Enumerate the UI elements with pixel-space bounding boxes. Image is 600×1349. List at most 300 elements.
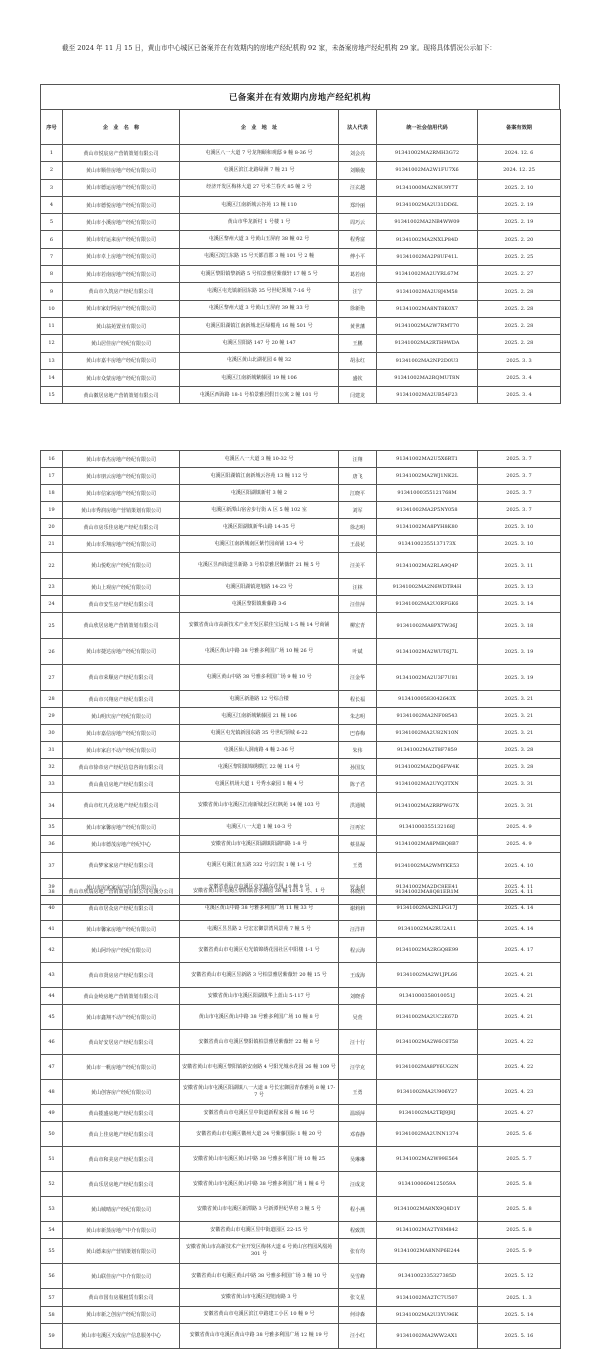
table-header-row <box>41 110 561 145</box>
table-row <box>41 162 561 179</box>
cell-validity: 2025. 3. 3 <box>478 352 561 369</box>
cell-validity: 2024. 12. 25 <box>478 162 561 179</box>
cell-credit-code: 91341002MA8PX7W36J <box>377 613 478 639</box>
cell-validity: 2025. 4. 14 <box>478 896 561 921</box>
cell-no: 24 <box>41 596 63 613</box>
cell-name: 黄山市若南房地产经纪有限公司 <box>63 266 180 283</box>
cell-no: 56 <box>41 1264 63 1289</box>
cell-address: 屯溪区黎阳镇锦绣横江 22 幢 114 号 <box>180 759 339 776</box>
cell-no: 30 <box>41 725 63 742</box>
cell-credit-code: 91341002MA2NXLP84D <box>377 231 478 248</box>
cell-representative: 程致凯 <box>339 1222 377 1239</box>
cell-name: 黄山市信家房地产经纪有限公司 <box>63 485 180 502</box>
cell-representative: 汪宁 <box>339 283 377 300</box>
cell-name: 黄山德来房产营销策划有限公司 <box>63 1239 180 1264</box>
cell-no: 36 <box>41 836 63 853</box>
table-row <box>41 613 561 639</box>
table-row <box>41 248 561 265</box>
cell-validity: 2025. 2. 25 <box>478 248 561 265</box>
cell-address: 屯溪区黄山中路 38 号雅多利国广场 10 幢 26 号 <box>180 639 339 665</box>
cell-no: 34 <box>41 793 63 819</box>
cell-representative: 闫建龙 <box>339 387 377 404</box>
cell-address: 屯溪区江南新城南区紫竹园商铺 13-4 号 <box>180 536 339 553</box>
cell-validity: 2025. 3. 7 <box>478 502 561 519</box>
cell-representative: 周巧云 <box>339 214 377 231</box>
cell-address: 安徽省黄山市屯溪区阳湖镇八一大道 8 号长宏御园青春雅苑 8 幢 17-7 号 <box>180 1080 339 1105</box>
cell-address: 黄山市屯溪区黄山中路 38 号雅多利国广场 10 幢 8 号 <box>180 1005 339 1030</box>
cell-no: 14 <box>41 369 63 386</box>
cell-name: 黄山市嘉信房地产经纪有限公司 <box>63 725 180 742</box>
cell-credit-code: 91341002MA2U0RFGK6 <box>377 596 478 613</box>
cell-representative: 刘会亮 <box>339 145 377 162</box>
cell-validity: 2025. 3. 19 <box>478 665 561 691</box>
header-validity: 备案有效期 <box>478 110 561 145</box>
table-row <box>41 1080 561 1105</box>
cell-no: 41 <box>41 921 63 938</box>
cell-representative: 叶斌 <box>339 639 377 665</box>
cell-name: 黄山明庆房产经纪有限公司 <box>63 708 180 725</box>
header-representative: 法人代表 <box>339 110 377 145</box>
cell-name: 黄山市徐帝房产经纪信息咨询有限公司 <box>63 759 180 776</box>
cell-representative: 吴萱 <box>339 1005 377 1030</box>
cell-no: 51 <box>41 1147 63 1172</box>
cell-credit-code: 91341002MA8PMBQ8B7 <box>377 836 478 853</box>
cell-validity: 2025. 5. 14 <box>478 1306 561 1323</box>
cell-validity: 2025. 2. 28 <box>478 335 561 352</box>
cell-representative: 王成海 <box>339 963 377 988</box>
cell-representative: 刘顺俊 <box>339 162 377 179</box>
cell-representative: 张有均 <box>339 1239 377 1264</box>
cell-no: 2 <box>41 162 63 179</box>
cell-name: 黄山市小溪房地产经纪有限公司 <box>63 214 180 231</box>
cell-name: 黄山市朋云房地产经纪有限公司 <box>63 468 180 485</box>
cell-representative: 陈子君 <box>339 776 377 793</box>
cell-validity: 2025. 3. 28 <box>478 742 561 759</box>
cell-name: 黄山市馨家房地产经纪有限公司 <box>63 921 180 938</box>
cell-name: 黄山悦屹房产经纪有限公司 <box>63 553 180 579</box>
cell-name: 黄山市好运来房产经纪有限公司 <box>63 231 180 248</box>
cell-credit-code: 91341002MA2W7RMT70 <box>377 317 478 334</box>
cell-representative: 唐飞 <box>339 468 377 485</box>
header-name: 企 业 名 称 <box>63 110 180 145</box>
table-row <box>41 1222 561 1239</box>
table-row <box>41 938 561 963</box>
table-row <box>41 776 561 793</box>
cell-address: 屯溪区昱昱路 2 号宏宏御景湾风景苑 7 幢 5 号 <box>180 921 339 938</box>
cell-validity: 2025. 2. 28 <box>478 300 561 317</box>
cell-address: 安徽省黄山市屯溪区江南新城北区红枫苑 14 幢 103 号 <box>180 793 339 819</box>
cell-representative: 江晓平 <box>339 485 377 502</box>
cell-validity: 2025. 4. 27 <box>478 1105 561 1122</box>
cell-address: 安徽省黄山市屯溪区徽州大道 24 号紫藤国际 1 幢 20 号 <box>180 1122 339 1147</box>
cell-no: 1 <box>41 145 63 162</box>
cell-validity: 2025. 3. 21 <box>478 725 561 742</box>
cell-address: 屯溪区阳湖镇新村 3 幢 2 <box>180 485 339 502</box>
cell-credit-code: 91341002MA8NT8K0X7 <box>377 300 478 317</box>
cell-representative: 吴琳琳 <box>339 1147 377 1172</box>
cell-no: 29 <box>41 708 63 725</box>
cell-address: 安徽省黄山市屯溪区黄山中路 38 号雅多利国广场 1 幢 6 号 <box>180 1172 339 1197</box>
cell-validity: 2025. 3. 21 <box>478 691 561 708</box>
cell-name: 黄山市德悦房地产经纪有限公司 <box>63 196 180 213</box>
cell-no: 55 <box>41 1239 63 1264</box>
cell-no: 17 <box>41 468 63 485</box>
cell-credit-code: 91341002MA2NLFG17J <box>377 896 478 921</box>
table-row <box>41 179 561 196</box>
cell-no: 59 <box>41 1323 63 1348</box>
cell-no: 32 <box>41 759 63 776</box>
cell-name: 黄山市兴翔房产经纪有限公司 <box>63 691 180 708</box>
table-row <box>41 1030 561 1055</box>
table-row <box>41 1323 561 1348</box>
cell-credit-code: 91341002MA8Q81ER1M <box>377 879 478 905</box>
cell-representative: 汪再宏 <box>339 819 377 836</box>
cell-credit-code: 91341002MA2WW2AX1 <box>377 1323 478 1348</box>
cell-validity: 2025. 3. 7 <box>478 451 561 468</box>
cell-representative: 吴雪峰 <box>339 1264 377 1289</box>
table-row <box>41 725 561 742</box>
cell-representative: 汪学克 <box>339 1055 377 1080</box>
table-row <box>41 853 561 879</box>
cell-representative: 汪美平 <box>339 553 377 579</box>
cell-validity: 2025. 4. 21 <box>478 963 561 988</box>
cell-representative: 王勇 <box>339 1080 377 1105</box>
cell-credit-code: 91341002MA8NNP6E244 <box>377 1239 478 1264</box>
cell-credit-code: 91341002MA2NB4WW09 <box>377 214 478 231</box>
cell-name: 黄山曲启房地产经纪有限公司 <box>63 776 180 793</box>
cell-address: 安徽省黄山市屯溪区滨江中路建工小区 10 幢 9 号 <box>180 1306 339 1323</box>
cell-representative: 程云海 <box>339 938 377 963</box>
table-row <box>41 266 561 283</box>
cell-no: 27 <box>41 665 63 691</box>
cell-name: 黄山揽盛房地产经纪有限公司 <box>63 1105 180 1122</box>
cell-credit-code: 91341002MA2U82N10N <box>377 725 478 742</box>
cell-representative: 汪林 <box>339 579 377 596</box>
cell-name: 黄山市悦宸房产营销策划有限公司 <box>63 145 180 162</box>
cell-validity: 2025. 5. 8 <box>478 1197 561 1222</box>
cell-address: 屯溪区昱西街道昱新路 3 号柏景雅居紫薇轩 21 幢 5 号 <box>180 553 339 579</box>
cell-credit-code: 91341002MA2N6WDTR4H <box>377 579 478 596</box>
cell-address: 安徽省黄山市高新技术产业开发区联佳宝远城 1-5 幢 14 号商铺 <box>180 613 339 639</box>
cell-representative: 谢莉莉 <box>339 896 377 921</box>
cell-address: 屯溪区江南新城云谷苑 13 幢 110 <box>180 196 339 213</box>
cell-address: 安徽省黄山市屯溪区黎阳镇香水御园 38 幢 101-1 号、1 号 <box>180 879 339 905</box>
cell-validity: 2025. 5. 16 <box>478 1323 561 1348</box>
cell-representative: 程小燕 <box>339 1197 377 1222</box>
cell-no: 10 <box>41 300 63 317</box>
cell-validity: 2025. 2. 10 <box>478 179 561 196</box>
cell-representative: 巴春梅 <box>339 725 377 742</box>
cell-representative: 汪佳萍 <box>339 596 377 613</box>
table-row <box>41 231 561 248</box>
cell-validity: 2025. 4. 22 <box>478 1030 561 1055</box>
cell-address: 屯溪区仙人洞南路 4 幢 2-36 号 <box>180 742 339 759</box>
cell-validity: 2025. 3. 10 <box>478 519 561 536</box>
cell-address: 屯溪区江南新城紫藤园 19 幢 106 <box>180 369 339 386</box>
cell-validity: 2025. 3. 21 <box>478 708 561 725</box>
cell-no: 40 <box>41 896 63 921</box>
registry-table-3 <box>40 878 561 1349</box>
cell-credit-code: 91341002MA2UYQ3TXN <box>377 776 478 793</box>
cell-representative: 汪成龙 <box>339 1172 377 1197</box>
cell-validity: 2025. 4. 21 <box>478 988 561 1005</box>
cell-no: 52 <box>41 1172 63 1197</box>
header-credit-code: 统一社会信用代码 <box>377 110 478 145</box>
cell-no: 37 <box>41 853 63 879</box>
cell-representative: 邓春静 <box>339 1122 377 1147</box>
cell-name: 黄山市新蒸房地产中介有限公司 <box>63 1222 180 1239</box>
cell-name: 黄山市嘉丰房地产经纪有限公司 <box>63 352 180 369</box>
cell-address: 屯溪区新潭山宿舍步行街 A 区 5 幢 102 室 <box>180 502 339 519</box>
cell-validity: 2025. 2. 19 <box>478 196 561 213</box>
cell-representative: 程秀富 <box>339 231 377 248</box>
cell-address: 屯溪区滨江北路绿洲 7 幢 21 号 <box>180 162 339 179</box>
cell-no: 45 <box>41 1005 63 1030</box>
cell-validity: 2025. 3. 31 <box>478 776 561 793</box>
table-row <box>41 1055 561 1080</box>
table-row <box>41 759 561 776</box>
cell-address: 屯溪区黎州大道 3 号黄山玉屏府 39 幢 33 号 <box>180 300 339 317</box>
cell-address: 屯溪区八一大道 1 幢 10-3 号 <box>180 819 339 836</box>
cell-name: 黄山市众蒙房地产经纪有限公司 <box>63 369 180 386</box>
cell-name: 黄山市家好阿房产经纪有限公司 <box>63 300 180 317</box>
cell-credit-code: 91341002MA2W6C6T58 <box>377 1030 478 1055</box>
cell-address: 屯溪区江南新城紫藤园 21 幢 106 <box>180 708 339 725</box>
cell-credit-code: 91341002MA2U5X6RT1 <box>377 451 478 468</box>
table-row <box>41 387 561 404</box>
table-row <box>41 451 561 468</box>
cell-credit-code: 91341000583042643X <box>377 691 478 708</box>
cell-no: 42 <box>41 938 63 963</box>
cell-address: 屯溪区黎州大道 3 号黄山玉屏府 38 幢 02 号 <box>180 231 339 248</box>
cell-representative: 刘晓香 <box>339 988 377 1005</box>
cell-validity: 2025. 4. 9 <box>478 819 561 836</box>
table-row <box>41 214 561 231</box>
cell-no: 4 <box>41 196 63 213</box>
cell-representative: 王晨花 <box>339 536 377 553</box>
table-row <box>41 317 561 334</box>
cell-address: 屯溪区阳湖镇新华山路 14-35 号 <box>180 519 339 536</box>
cell-credit-code: 91341002MA2U3YU96K <box>377 1306 478 1323</box>
cell-validity: 2025. 4. 23 <box>478 1080 561 1105</box>
cell-name: 黄山市一帆房地产经纪有限公司 <box>63 1055 180 1080</box>
cell-name: 黄山市德茂房地产经纪中心 <box>63 836 180 853</box>
cell-representative: 汪洋祥 <box>339 921 377 938</box>
cell-no: 53 <box>41 1197 63 1222</box>
table-row <box>41 596 561 613</box>
cell-no: 49 <box>41 1105 63 1122</box>
cell-no: 28 <box>41 691 63 708</box>
cell-address: 屯溪区八一大道 3 幢 10-32 号 <box>180 451 339 468</box>
cell-representative: 葛若南 <box>339 266 377 283</box>
cell-no: 6 <box>41 231 63 248</box>
cell-name: 黄山市鑫翔不动产经纪有限公司 <box>63 1005 180 1030</box>
cell-validity: 2024. 12. 6 <box>478 145 561 162</box>
table-row <box>41 1147 561 1172</box>
cell-credit-code: 91341002MA2WUT6J7L <box>377 639 478 665</box>
cell-name: 黄山市捷达房地产经纪有限公司 <box>63 639 180 665</box>
cell-validity: 2025. 5. 12 <box>478 1264 561 1289</box>
cell-address: 屯溪区八一大道 7 号龙翔颐和观邸 9 幢 8-36 号 <box>180 145 339 162</box>
cell-validity: 2025. 3. 7 <box>478 468 561 485</box>
cell-credit-code: 91341002MA2DC8EE41 <box>377 879 478 896</box>
cell-no: 46 <box>41 1030 63 1055</box>
cell-validity: 2025. 5. 6 <box>478 1122 561 1147</box>
table-row <box>41 879 561 896</box>
cell-name: 黄山市房乐佳房地产经纪有限公司 <box>63 519 180 536</box>
cell-representative: 盛钦 <box>339 369 377 386</box>
cell-name: 黄山梦家家房产经纪有限公司 <box>63 853 180 879</box>
intro-text: 截至 2024 年 11 月 15 日，黄山市中心城区已备案并在有效期内的房地产经纪机构 92 家，未备案房地产经纪机构 29 家。现将具体情况公示如下： <box>62 44 496 52</box>
cell-address: 安徽省黄山市屯溪区屯光镇东花园 10 幢 9 号 <box>180 879 339 896</box>
table-row <box>41 335 561 352</box>
cell-validity: 2025. 2. 20 <box>478 231 561 248</box>
cell-no: 23 <box>41 579 63 596</box>
cell-name: 黄山创客房产经纪有限公司 <box>63 1080 180 1105</box>
cell-credit-code: 91341002MA2RRPWG7X <box>377 793 478 819</box>
cell-address: 安徽省黄山市屯溪区屯光镇锦绣花园社区中阳楼 1-1 号 <box>180 938 339 963</box>
cell-address: 屯溪区新港路 12 号综合楼 <box>180 691 339 708</box>
cell-name: 黄山市秀润房地产营销策划有限公司 <box>63 502 180 519</box>
table-row <box>41 691 561 708</box>
cell-name: 黄山市屯溪区天成房产信息服务中心 <box>63 1323 180 1348</box>
cell-credit-code: 91341002MA2T8F7859 <box>377 742 478 759</box>
cell-credit-code: 91341002MA2TY8M842 <box>377 1222 478 1239</box>
cell-validity: 2025. 4. 11 <box>478 879 561 896</box>
cell-no: 5 <box>41 214 63 231</box>
header-address: 企 业 地 址 <box>180 110 339 145</box>
cell-representative: 柳宏青 <box>339 613 377 639</box>
cell-address: 屯溪区阳湖镇迎旭路 14-23 号 <box>180 579 339 596</box>
cell-name: 黄山市居众房产经纪有限公司 <box>63 896 180 921</box>
table-row <box>41 1005 561 1030</box>
cell-address: 安徽省黄山市屯溪区昱中街道园区 22-15 号 <box>180 1222 339 1239</box>
cell-representative: 汪金华 <box>339 665 377 691</box>
cell-representative: 汪十行 <box>339 1030 377 1055</box>
cell-representative: 孙国友 <box>339 759 377 776</box>
cell-address: 屯溪区黄山北湖花园 6 幢 32 <box>180 352 339 369</box>
cell-no: 57 <box>41 1289 63 1306</box>
cell-name: 黄山市贤房房产经纪有限公司 <box>63 963 180 988</box>
cell-credit-code: 91341002MA2U3F7U81 <box>377 665 478 691</box>
cell-no: 54 <box>41 1222 63 1239</box>
cell-validity: 2025. 2. 19 <box>478 214 561 231</box>
cell-name: 黄山市和美房产经纪有限公司 <box>63 1147 180 1172</box>
cell-credit-code: 91341002MA2NP2D0U3 <box>377 352 478 369</box>
cell-validity: 2025. 1. 3 <box>478 1289 561 1306</box>
cell-representative: 徐新艳 <box>339 300 377 317</box>
cell-credit-code: 91341002MA2W1FU7X6 <box>377 162 478 179</box>
table-row <box>41 519 561 536</box>
cell-no: 38 <box>41 879 63 905</box>
table-row <box>41 1122 561 1147</box>
cell-credit-code: 91341002MA2NF08543 <box>377 708 478 725</box>
cell-no: 11 <box>41 317 63 334</box>
cell-name: 黄山市卓上房地产经纪有限公司 <box>63 248 180 265</box>
cell-address: 安徽省黄山市屯溪区阳湖镇华上蓝山 5-117 号 <box>180 988 339 1005</box>
cell-representative: 王勇 <box>339 853 377 879</box>
cell-credit-code: 91341000604125059A <box>377 1172 478 1197</box>
cell-address: 安徽省黄山市屯溪区黎阳镇柏景雅居紫薇轩 22 幢 8 号 <box>180 1030 339 1055</box>
cell-credit-code: 91341002MA2WJ1NK2L <box>377 468 478 485</box>
cell-credit-code: 91341002MA2TBJ9J8J <box>377 1105 478 1122</box>
cell-representative: 郑玲丽 <box>339 196 377 213</box>
cell-representative: 朱志明 <box>339 708 377 725</box>
cell-representative: 张文星 <box>339 1289 377 1306</box>
table-row <box>41 553 561 579</box>
cell-name: 黄山上佳房地产经纪有限公司 <box>63 1122 180 1147</box>
table-row <box>41 742 561 759</box>
cell-credit-code: 91341002MA2RTH9WDA <box>377 335 478 352</box>
cell-address: 安徽省黄山市屯溪区黄山中路 38 号雅多利国广场 10 幢 25 <box>180 1147 339 1172</box>
cell-no: 39 <box>41 879 63 896</box>
table-row <box>41 708 561 725</box>
cell-address: 屯溪区屯光镇新园东路 35 号世纪领城 6-22 <box>180 725 339 742</box>
cell-name: 黄山联佳房产中介有限公司 <box>63 1264 180 1289</box>
cell-representative: 罗永利 <box>339 879 377 896</box>
cell-name: 黄山上观房产经纪有限公司 <box>63 579 180 596</box>
cell-name: 黄山徽居房地产营销策划有限公司 <box>63 387 180 404</box>
cell-name: 黄山城晴房产经纪有限公司 <box>63 1197 180 1222</box>
cell-name: 黄山市春杰房地产经纪有限公司 <box>63 451 180 468</box>
table-body-3 <box>41 879 561 1349</box>
table-section-2 <box>40 450 560 905</box>
cell-name: 黄山翁苑置业有限公司 <box>63 317 180 334</box>
cell-representative: 胡永红 <box>339 352 377 369</box>
table-row <box>41 988 561 1005</box>
cell-no: 15 <box>41 387 63 404</box>
cell-no: 58 <box>41 1306 63 1323</box>
table-row <box>41 793 561 819</box>
registry-table-1 <box>40 109 561 404</box>
cell-no: 26 <box>41 639 63 665</box>
cell-representative: 朱伟 <box>339 742 377 759</box>
table-row <box>41 836 561 853</box>
cell-credit-code: 91341002MA2DQ6FW4K <box>377 759 478 776</box>
cell-credit-code: 91341002MA2U31DD6L <box>377 196 478 213</box>
cell-representative: 温颂萍 <box>339 1105 377 1122</box>
cell-credit-code: 91341002MA2U8J4M58 <box>377 283 478 300</box>
cell-validity: 2025. 3. 4 <box>478 369 561 386</box>
table-row <box>41 283 561 300</box>
cell-name: 黄山市荣顺房产经纪有限公司 <box>63 665 180 691</box>
cell-validity: 2025. 4. 21 <box>478 1005 561 1030</box>
table-row <box>41 485 561 502</box>
cell-credit-code: 91341002MA2RQMUT8N <box>377 369 478 386</box>
table-row <box>41 639 561 665</box>
cell-validity: 2025. 5. 9 <box>478 1239 561 1264</box>
cell-address: 屯溪区昱阳路 147 号 20 幢 147 <box>180 335 339 352</box>
cell-name: 黄山市德运房地产经纪有限公司 <box>63 179 180 196</box>
cell-representative: 何诗森 <box>339 1306 377 1323</box>
table-section-1 <box>40 84 560 404</box>
cell-validity: 2025. 3. 4 <box>478 387 561 404</box>
cell-no: 7 <box>41 248 63 265</box>
cell-no: 18 <box>41 485 63 502</box>
cell-credit-code: 91341002MA8PY6UG2N <box>377 1055 478 1080</box>
cell-address: 屯溪区黄山中路 38 号雅多利国广场 11 幢 33 号 <box>180 896 339 921</box>
table-row <box>41 1197 561 1222</box>
cell-address: 屯溪区屯溪江南五路 332 号宗江院 1 幢 1-1 号 <box>180 853 339 879</box>
cell-name: 黄山市欣瑞房地产营销策划有限公司屯溪分公司 <box>63 879 180 905</box>
cell-representative: 程长福 <box>339 691 377 708</box>
cell-address: 安徽省黄山市屯溪区黄山中路 38 号雅多利国广场 12 幢 19 号 <box>180 1323 339 1348</box>
cell-validity: 2025. 3. 10 <box>478 536 561 553</box>
cell-credit-code: 91341002MA2RMH3G72 <box>377 145 478 162</box>
cell-validity: 2025. 4. 10 <box>478 853 561 879</box>
cell-credit-code: 91341002MA8PYH8K80 <box>377 519 478 536</box>
table-row <box>41 352 561 369</box>
